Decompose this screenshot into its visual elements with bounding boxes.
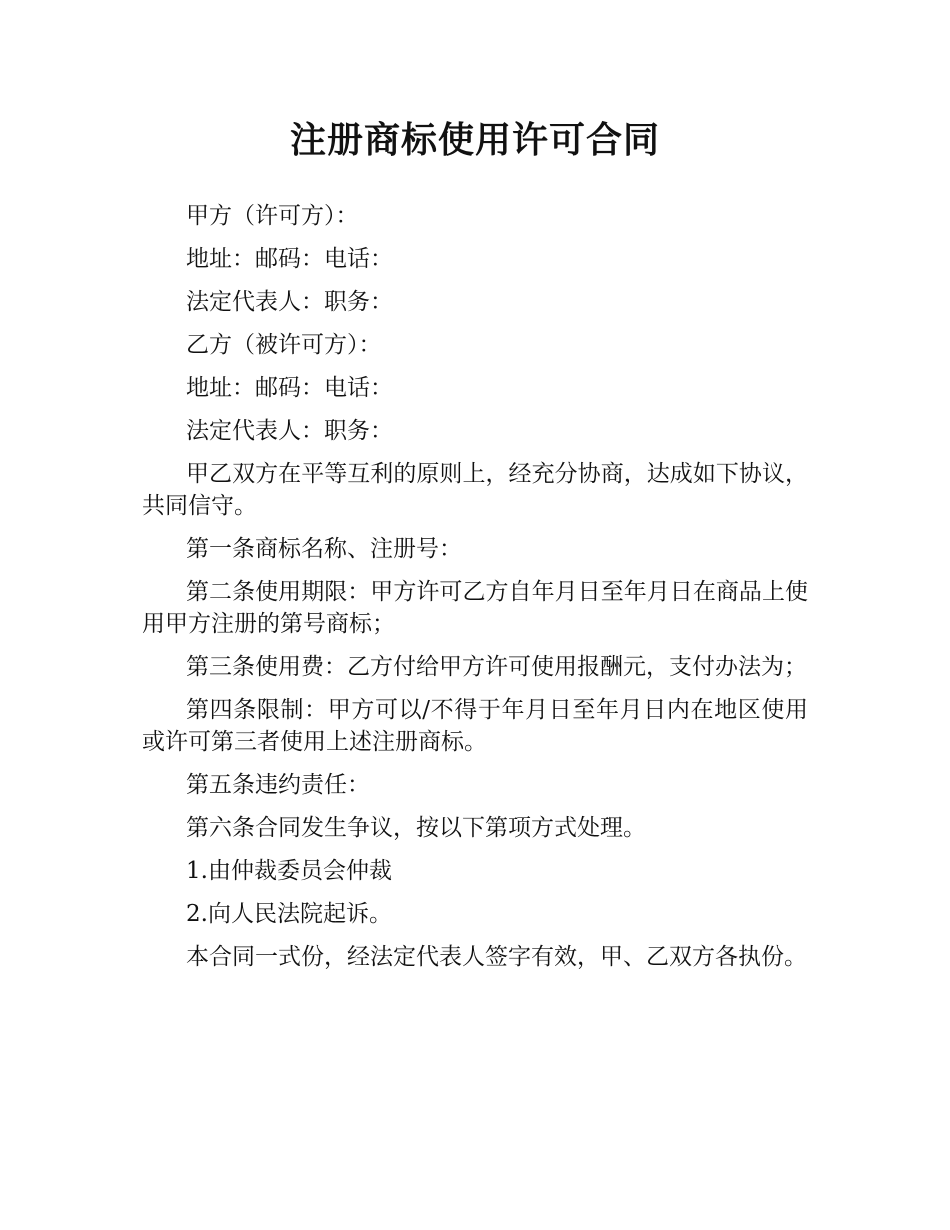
closing-paragraph: 本合同一式份，经法定代表人签字有效，甲、乙双方各执份。 [186, 944, 807, 970]
party-a-label: 甲方（许可方）： [186, 203, 359, 229]
article-3: 第三条使用费：乙方付给甲方许可使用报酬元，支付办法为； [186, 654, 807, 680]
dispute-option-2: 2.向人民法院起诉。 [186, 901, 392, 927]
dispute-option-1: 1.由仲裁委员会仲裁 [186, 858, 392, 884]
party-b-representative-line: 法定代表人：职务： [186, 418, 393, 444]
article-6: 第六条合同发生争议，按以下第项方式处理。 [186, 815, 646, 841]
article-1: 第一条商标名称、注册号： [186, 536, 462, 562]
party-a-address-line: 地址：邮码：电话： [186, 246, 393, 272]
article-4: 第四条限制：甲方可以/不得于年月日至年月日内在地区使用或许可第三者使用上述注册商标。 [142, 697, 808, 755]
article-2: 第二条使用期限：甲方许可乙方自年月日至年月日在商品上使用甲方注册的第号商标； [142, 579, 808, 637]
party-b-address-line: 地址：邮码：电话： [186, 375, 393, 401]
document-title: 注册商标使用许可合同 [289, 120, 660, 161]
article-5: 第五条违约责任： [186, 772, 370, 798]
party-b-label: 乙方（被许可方）： [186, 332, 382, 358]
party-a-representative-line: 法定代表人：职务： [186, 289, 393, 315]
document-body [142, 200, 808, 984]
preamble-paragraph: 甲乙双方在平等互利的原则上，经充分协商，达成如下协议，共同信守。 [142, 461, 808, 519]
